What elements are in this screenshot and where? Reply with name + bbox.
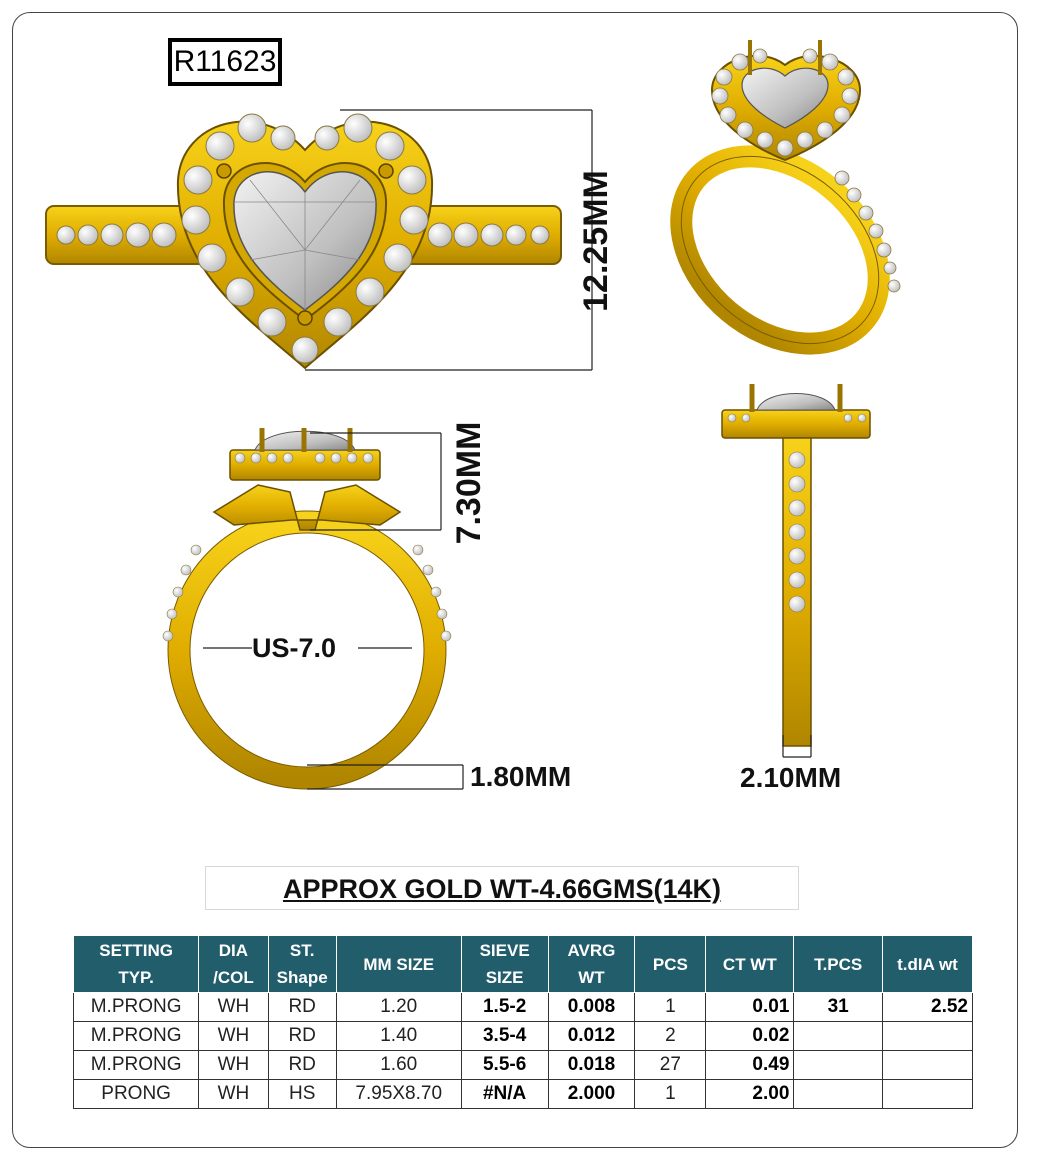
cell-total-dia-wt (882, 1051, 972, 1080)
cell-ct-wt: 0.49 (706, 1051, 794, 1080)
shank-thickness-label: 1.80MM (470, 761, 572, 792)
table-row (74, 993, 973, 1022)
cell-total-dia-wt (882, 1022, 972, 1051)
col-sieve-size: SIEVE SIZE (461, 936, 548, 993)
col-stone-shape: ST. Shape (268, 936, 336, 993)
cell-total-pcs (794, 1051, 883, 1080)
cell-setting: PRONG (74, 1080, 199, 1109)
cell-avg-wt: 0.008 (548, 993, 635, 1022)
cell-pcs: 27 (635, 1051, 706, 1080)
col-total-pcs: T.PCS (794, 936, 883, 993)
cell-sieve: 1.5-2 (461, 993, 548, 1022)
cell-shape: RD (268, 993, 336, 1022)
perspective-view-ring (644, 40, 915, 382)
col-setting-type: SETTING TYP. (74, 936, 199, 993)
col-pcs: PCS (635, 936, 706, 993)
top-view-ring (46, 114, 561, 368)
col-total-dia-wt: t.dIA wt (882, 936, 972, 993)
col-mm-size: MM SIZE (336, 936, 461, 993)
table-row (74, 1022, 973, 1051)
cell-sieve: 3.5-4 (461, 1022, 548, 1051)
cell-mm-size: 1.20 (336, 993, 461, 1022)
table-header-row (74, 936, 973, 993)
cell-avg-wt: 0.012 (548, 1022, 635, 1051)
cell-mm-size: 7.95X8.70 (336, 1080, 461, 1109)
side-view-ring (722, 384, 870, 746)
cell-mm-size: 1.60 (336, 1051, 461, 1080)
front-view-ring (163, 428, 451, 789)
cell-total-dia-wt: 2.52 (882, 993, 972, 1022)
cell-total-dia-wt (882, 1080, 972, 1109)
cell-ct-wt: 2.00 (706, 1080, 794, 1109)
table-row (74, 1051, 973, 1080)
cell-sieve: 5.5-6 (461, 1051, 548, 1080)
cell-avg-wt: 0.018 (548, 1051, 635, 1080)
cell-setting: M.PRONG (74, 1022, 199, 1051)
cell-shape: RD (268, 1022, 336, 1051)
shank-width-label: 2.10MM (740, 762, 842, 793)
gold-weight-title: APPROX GOLD WT-4.66GMS(14K) (205, 866, 799, 910)
cell-dia-col: WH (199, 1022, 268, 1051)
cell-ct-wt: 0.02 (706, 1022, 794, 1051)
ring-size-label: US-7.0 (252, 633, 337, 663)
head-height-label: 12.25MM (577, 170, 615, 312)
cell-pcs: 2 (635, 1022, 706, 1051)
stone-spec-table (73, 935, 973, 1109)
cell-setting: M.PRONG (74, 1051, 199, 1080)
cell-dia-col: WH (199, 993, 268, 1022)
cell-dia-col: WH (199, 1080, 268, 1109)
cell-ct-wt: 0.01 (706, 993, 794, 1022)
cell-pcs: 1 (635, 1080, 706, 1109)
cell-avg-wt: 2.000 (548, 1080, 635, 1109)
cell-sieve: #N/A (461, 1080, 548, 1109)
table-row (74, 1080, 973, 1109)
cell-total-pcs: 31 (794, 993, 883, 1022)
cell-setting: M.PRONG (74, 993, 199, 1022)
cell-mm-size: 1.40 (336, 1022, 461, 1051)
col-dia-col: DIA /COL (199, 936, 268, 993)
cell-total-pcs (794, 1080, 883, 1109)
cell-total-pcs (794, 1022, 883, 1051)
product-code: R11623 (168, 38, 282, 86)
setting-height-label: 7.30MM (450, 421, 488, 545)
cell-pcs: 1 (635, 993, 706, 1022)
col-avg-wt: AVRG WT (548, 936, 635, 993)
cell-shape: RD (268, 1051, 336, 1080)
cell-shape: HS (268, 1080, 336, 1109)
cell-dia-col: WH (199, 1051, 268, 1080)
col-ct-wt: CT WT (706, 936, 794, 993)
